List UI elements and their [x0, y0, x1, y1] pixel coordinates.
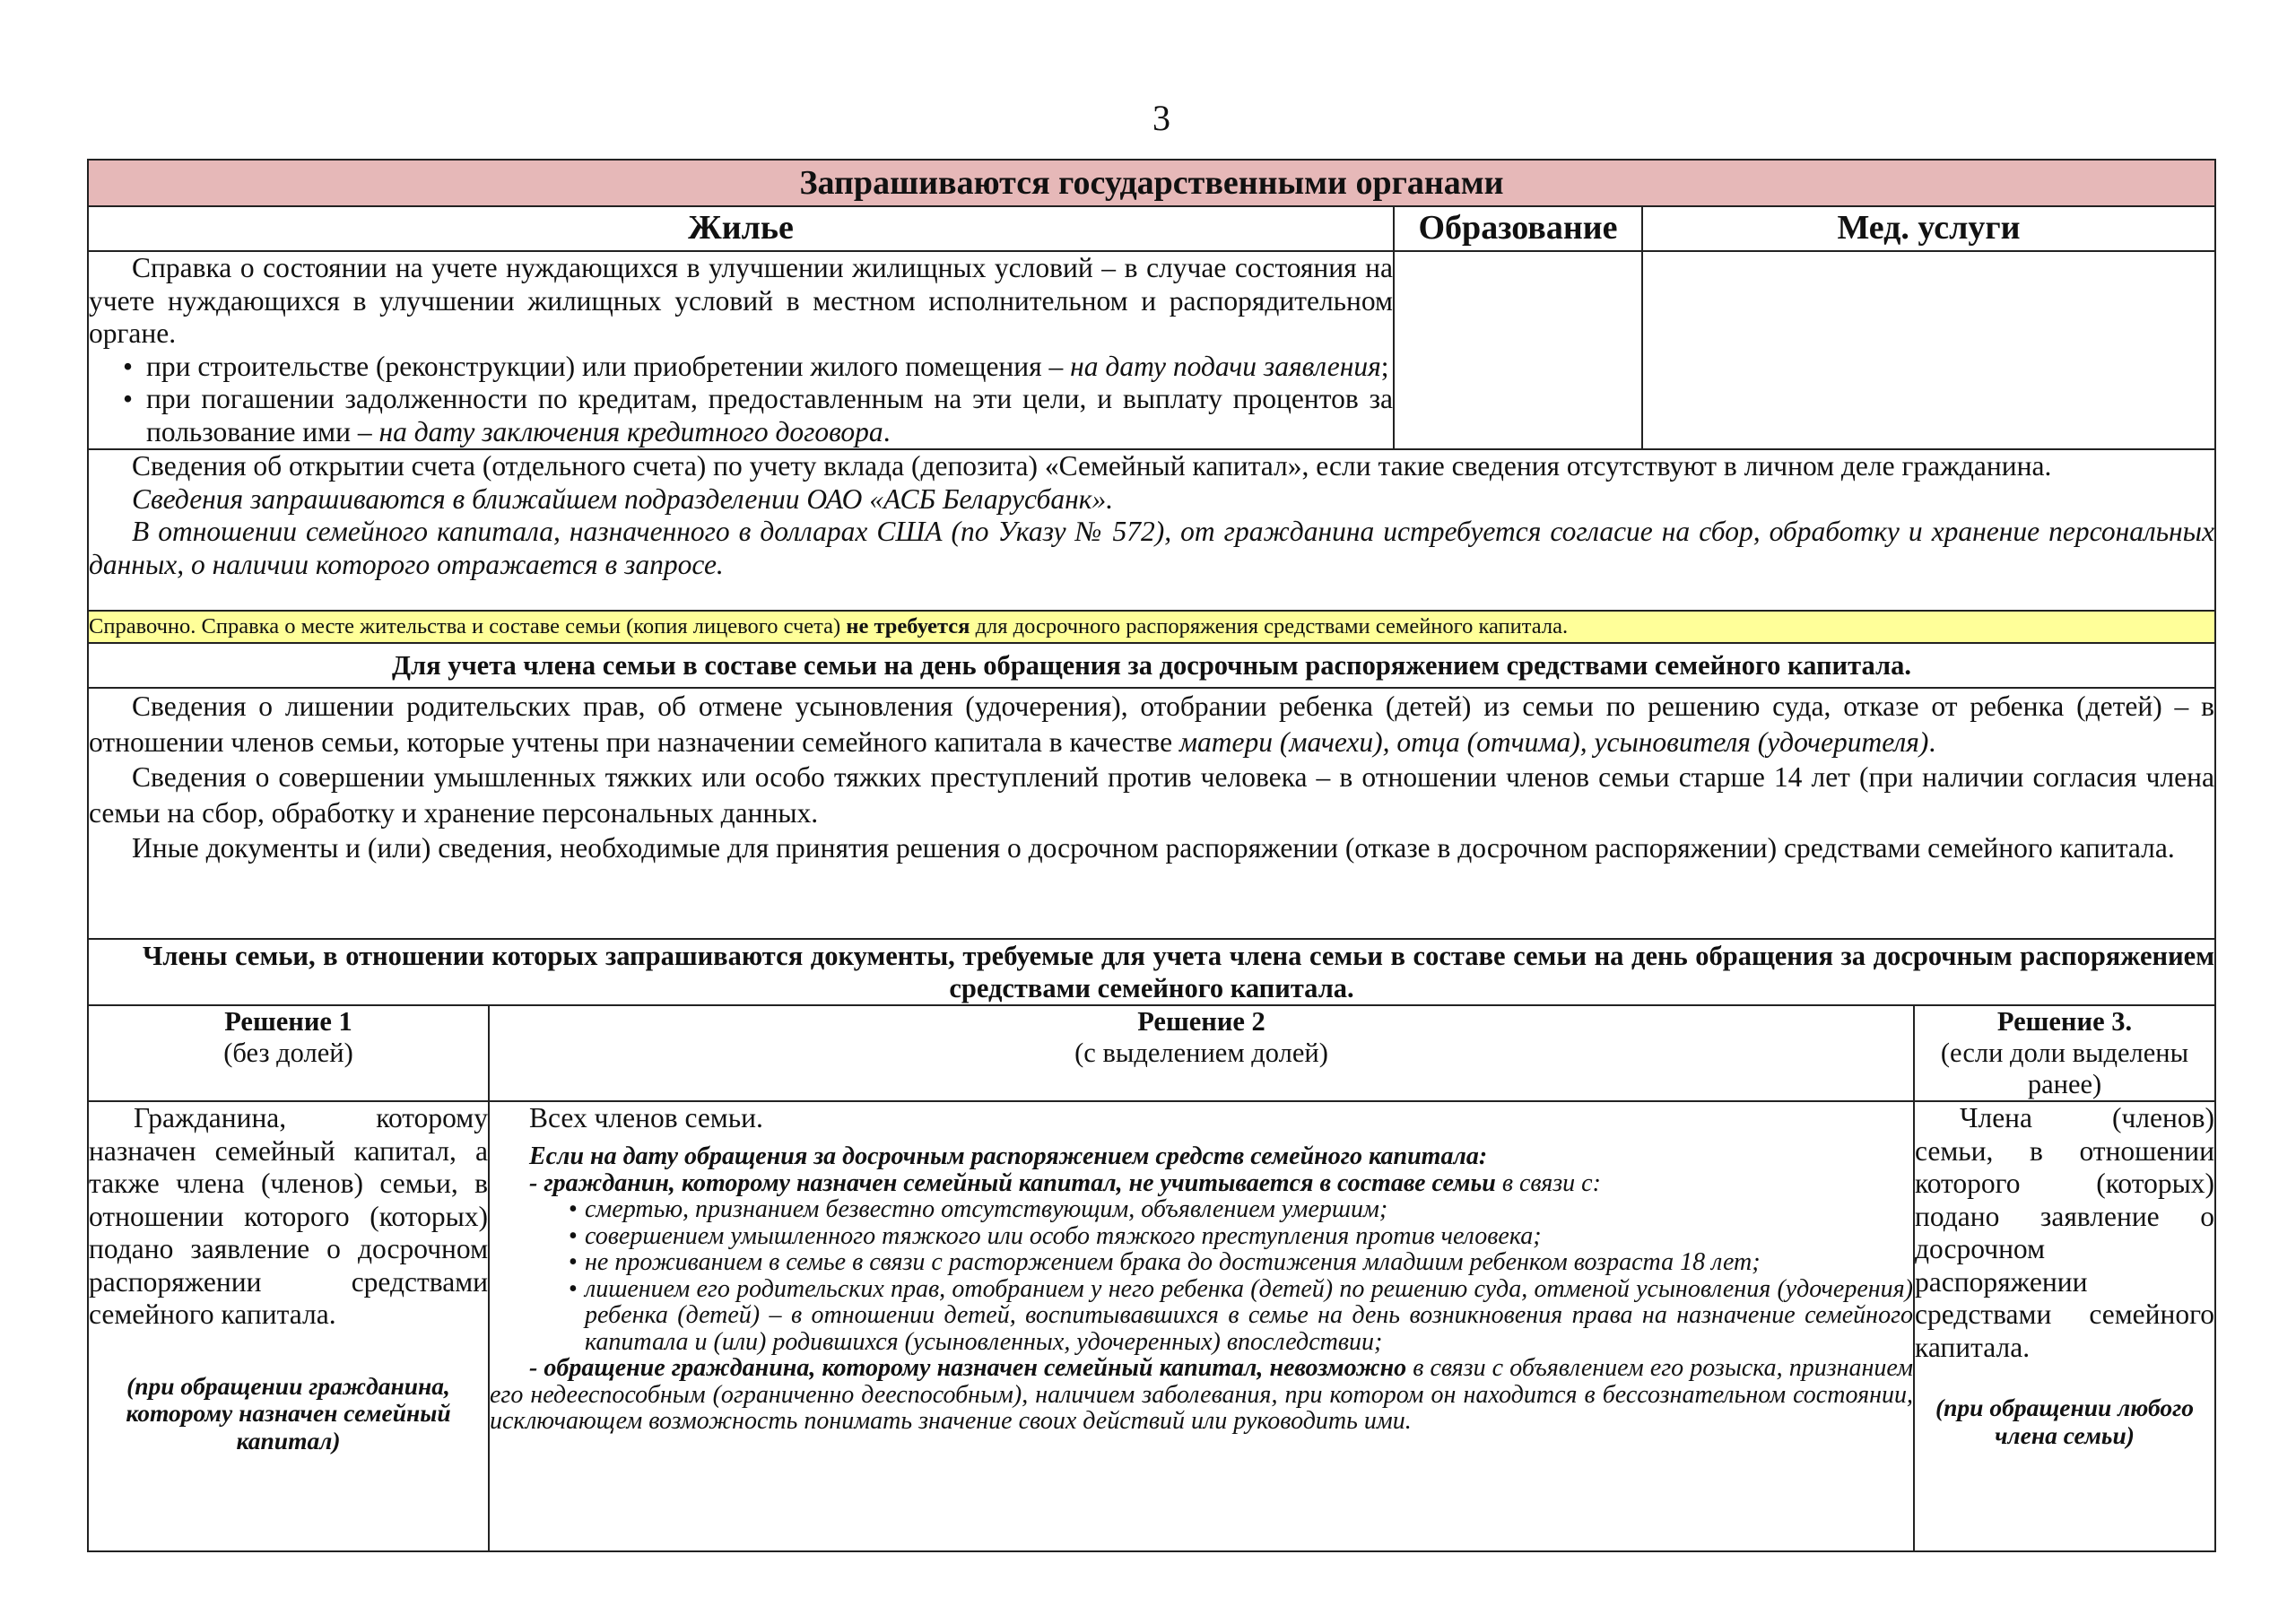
- member-p1: Сведения о лишении родительских прав, об отмене усыновления (удочерения), отобрании ребенка (детей) из семьи по решению суда, отказе от ребенка (детей) – в отношении членов семьи, которые учтены при назначении семейного капитала в качестве матери (мачехи), отца (отчима), усыновителя (удочерителя).: [89, 690, 2214, 758]
- table-title: Запрашиваются государственными органами: [88, 160, 2215, 206]
- reference-note: Справочно. Справка о месте жительства и составе семьи (копия лицевого счета) не требуется для досрочного распоряжения средствами семейного капитала.: [88, 611, 2215, 643]
- header-medical: Мед. услуги: [1642, 206, 2215, 251]
- list-item: • не проживанием в семье в связи с расторжением брака до достижения младшим ребенком возраста 18 лет;: [585, 1249, 1913, 1276]
- solution-2-lead: Если на дату обращения за досрочным распоряжением средств семейного капитала:: [529, 1142, 1488, 1170]
- account-p1: Сведения об открытии счета (отдельного счета) по учету вклада (депозита) «Семейный капитал», если такие сведения отсутствуют в личном деле гражданина.: [132, 450, 2052, 482]
- member-heading: Для учета члена семьи в составе семьи на день обращения за досрочным распоряжением средствами семейного капитала.: [88, 643, 2215, 688]
- account-p3: В отношении семейного капитала, назначенного в долларах США (по Указу № 572), от гражданина истребуется согласие на сбор, обработку и хранение персональных данных, о наличии которого отражается в запросе.: [89, 516, 2214, 580]
- list-item: • при строительстве (реконструкции) или приобретении жилого помещения – на дату подачи заявления;: [146, 351, 1393, 384]
- medical-cell: [1642, 251, 2215, 449]
- solution-1-header: Решение 1 (без долей): [88, 1005, 489, 1101]
- solution-3-text: Члена (членов) семьи, в отношении которого (которых) подано заявление о досрочном распоряжении средствами семейного капитала.: [1915, 1102, 2214, 1363]
- account-cell: [88, 449, 2215, 611]
- member-p3: Иные документы и (или) сведения, необходимые для принятия решения о досрочном распоряжении (отказе в досрочном распоряжении) средствами семейного капитала.: [132, 832, 2175, 864]
- solution-3-header: Решение 3. (если доли выделены ранее): [1914, 1005, 2215, 1101]
- list-item: • смертью, признанием безвестно отсутствующим, объявлением умершим;: [585, 1196, 1913, 1223]
- solution-3-note: (при обращении любого члена семьи): [1935, 1394, 2195, 1449]
- member-cell: [88, 688, 2215, 939]
- list-item: • при погашении задолженности по кредитам, предоставленным на эти цели, и выплату процентов за пользование ими – на дату заключения кредитного договора.: [146, 383, 1393, 448]
- solution-1-text: Гражданина, которому назначен семейный капитал, а также члена (членов) семьи, в отношении которого (которых) подано заявление о досрочном распоряжении средствами семейного капитала.: [89, 1102, 488, 1330]
- solution-2-case2: - обращение гражданина, которому назначен семейный капитал, невозможно в связи с объявлением его розыска, признанием его недееспособным (ограниченно дееспособным), наличием заболевания, при котором он находится в бессознательном состоянии, исключающем возможность понимать значение своих действий или руководить ими.: [490, 1354, 1913, 1435]
- education-cell: [1394, 251, 1642, 449]
- solution-2-case1: - гражданин, которому назначен семейный капитал, не учитывается в составе семьи в связи с:: [529, 1168, 1601, 1197]
- solution-3-cell: [1914, 1101, 2215, 1551]
- family-heading: Члены семьи, в отношении которых запрашиваются документы, требуемые для учета члена семьи в составе семьи на день обращения за досрочным распоряжением средствами семейного капитала.: [88, 939, 2215, 1005]
- page-number: 3: [1152, 98, 1170, 138]
- solution-2-cell: [489, 1101, 1914, 1551]
- header-education: Образование: [1394, 206, 1642, 251]
- list-item: • совершением умышленного тяжкого или особо тяжкого преступления против человека;: [585, 1223, 1913, 1250]
- account-p2: Сведения запрашиваются в ближайшем подразделении ОАО «АСБ Беларусбанк».: [132, 482, 1114, 515]
- solution-2-all: Всех членов семьи.: [529, 1102, 763, 1133]
- solution-1-cell: [88, 1101, 489, 1551]
- requirements-table: [87, 159, 2216, 1552]
- solution-1-note: (при обращении гражданина, которому назначен семейный капитал): [126, 1371, 451, 1455]
- housing-cell: [88, 251, 1394, 449]
- solution-2-header: Решение 2 (с выделением долей): [489, 1005, 1914, 1101]
- list-item: • лишением его родительских прав, отобранием у него ребенка (детей) по решению суда, отменой усыновления (удочерения) ребенка (детей) – в отношении детей, воспитывавшихся в семье на день возникновения права на назначение семейного капитала и (или) родившихся (усыновленных, удочеренных) впоследствии;: [585, 1276, 1913, 1356]
- header-housing: Жилье: [88, 206, 1394, 251]
- housing-intro: Справка о состоянии на учете нуждающихся в улучшении жилищных условий – в случае состояния на учете нуждающихся в улучшении жилищных условий в местном исполнительном и распорядительном органе.: [89, 252, 1393, 349]
- housing-bullets: [89, 351, 1393, 449]
- member-p2: Сведения о совершении умышленных тяжких или особо тяжких преступлений против человека – в отношении членов семьи старше 14 лет (при наличии согласия члена семьи на сбор, обработку и хранение персональных данных.: [89, 761, 2214, 829]
- solution-2-bullets: [490, 1196, 1913, 1355]
